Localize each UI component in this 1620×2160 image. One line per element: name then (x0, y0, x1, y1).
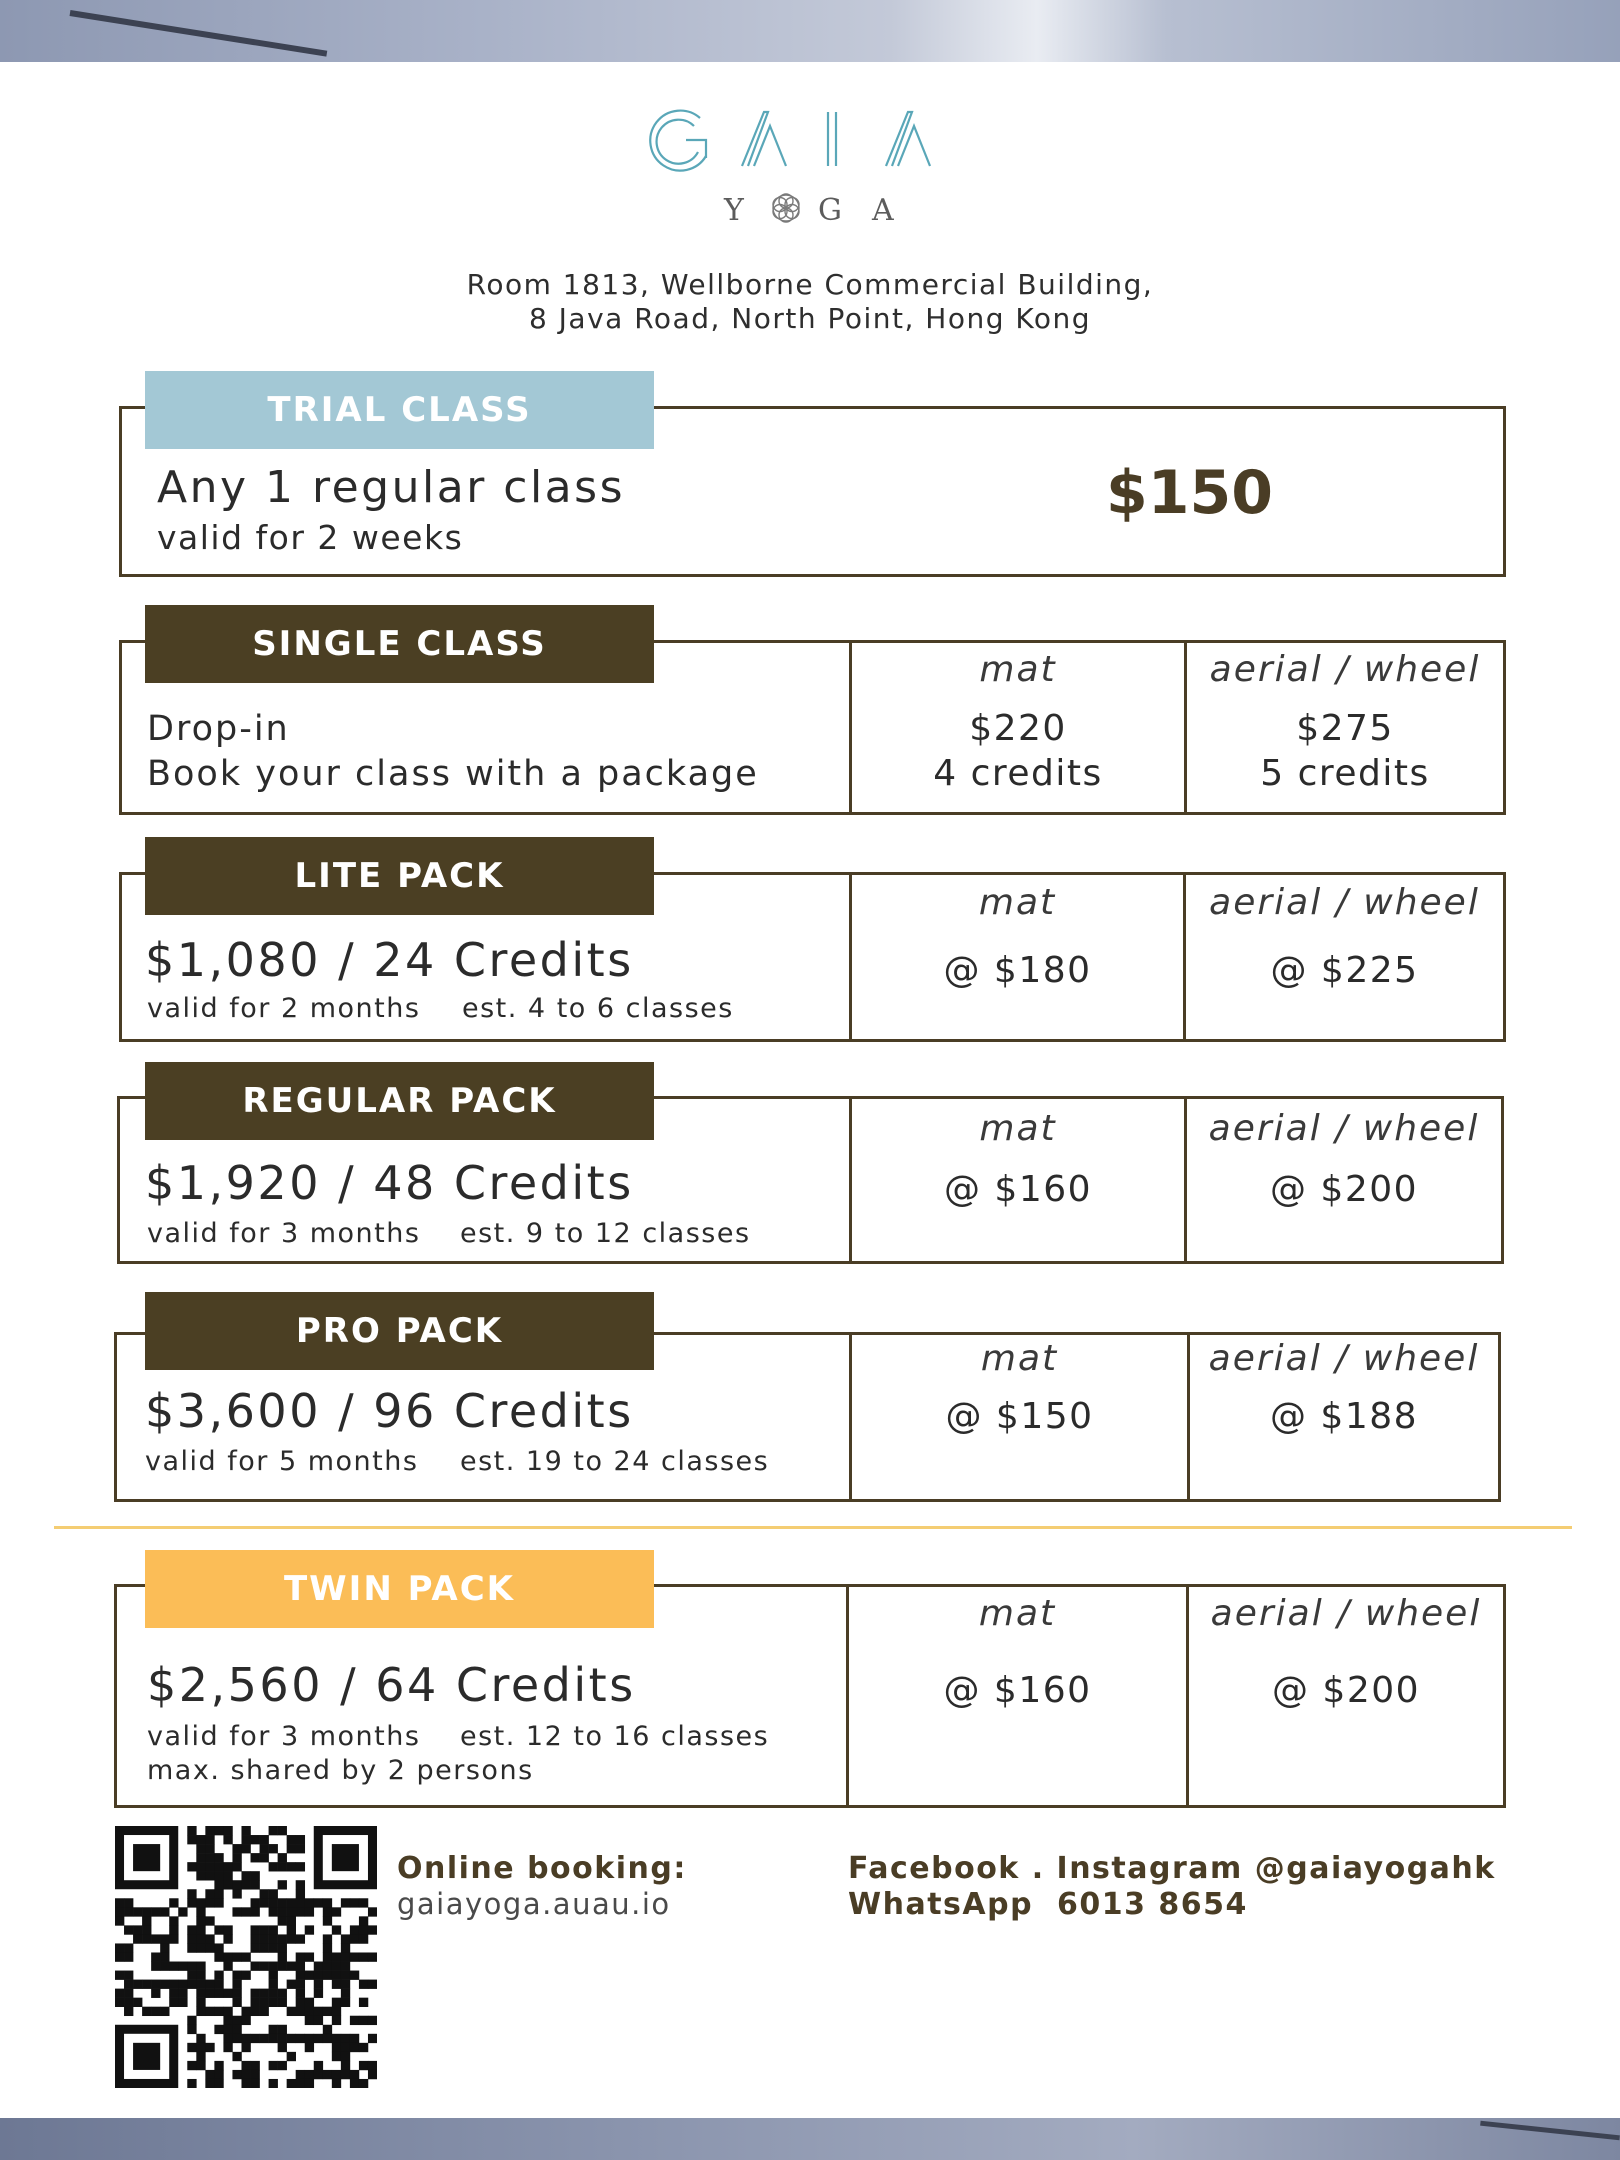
photo-streak (70, 10, 328, 57)
social-handles[interactable]: Facebook . Instagram @gaiayogahk (848, 1851, 1496, 1886)
gaia-yoga-logo (640, 100, 980, 230)
pro-aerial-header: aerial / wheel (1208, 1338, 1480, 1379)
lite-pack-title: LITE PACK (145, 837, 654, 915)
single-line-2: Book your class with a package (147, 754, 759, 794)
regular-mat-price: @ $160 (943, 1169, 1093, 1210)
pro-mat-header: mat (980, 1338, 1059, 1379)
pro-mat-price: @ $150 (945, 1396, 1094, 1437)
single-aerial-header: aerial / wheel (1209, 649, 1481, 690)
single-class-title: SINGLE CLASS (145, 605, 654, 683)
twin-headline: $2,560 / 64 Credits (147, 1658, 636, 1712)
pro-pack-title: PRO PACK (145, 1292, 654, 1370)
photo-streak-bottom (1480, 2121, 1620, 2141)
twin-estimate: est. 12 to 16 classes (460, 1721, 770, 1752)
svg-text:Y: Y (724, 193, 754, 228)
lite-validity: valid for 2 months (147, 993, 421, 1024)
regular-aerial-header: aerial / wheel (1208, 1108, 1480, 1149)
single-mat-credits: 4 credits (933, 753, 1103, 794)
footer-photo-strip (0, 2118, 1620, 2160)
trial-price: $150 (1106, 458, 1273, 528)
regular-estimate: est. 9 to 12 classes (460, 1218, 751, 1249)
pro-estimate: est. 19 to 24 classes (460, 1446, 770, 1477)
regular-headline: $1,920 / 48 Credits (145, 1156, 634, 1210)
twin-note: max. shared by 2 persons (147, 1755, 534, 1786)
pro-aerial-price: @ $188 (1269, 1396, 1419, 1437)
single-mat-price: $220 (969, 708, 1067, 749)
twin-mat-header: mat (978, 1593, 1057, 1634)
regular-validity: valid for 3 months (147, 1218, 421, 1249)
lite-mat-header: mat (978, 882, 1057, 923)
single-mat-header: mat (979, 649, 1057, 690)
single-line-1: Drop-in (147, 709, 290, 749)
section-divider (54, 1526, 1572, 1529)
svg-text:A: A (872, 193, 904, 228)
lite-aerial-header: aerial / wheel (1209, 882, 1480, 923)
twin-aerial-header: aerial / wheel (1210, 1593, 1482, 1634)
lite-headline: $1,080 / 24 Credits (145, 933, 634, 987)
regular-aerial-price: @ $200 (1269, 1169, 1419, 1210)
twin-aerial-price: @ $200 (1271, 1670, 1421, 1711)
lite-aerial-price: @ $225 (1270, 950, 1419, 991)
twin-validity: valid for 3 months (147, 1721, 421, 1752)
lite-mat-price: @ $180 (943, 950, 1092, 991)
studio-address (0, 268, 1620, 336)
booking-qr-code[interactable] (115, 1826, 377, 2088)
pro-headline: $3,600 / 96 Credits (145, 1384, 634, 1438)
single-aerial-credits: 5 credits (1260, 753, 1430, 794)
svg-text:G: G (818, 193, 852, 228)
regular-pack-title: REGULAR PACK (145, 1062, 654, 1140)
twin-mat-price: @ $160 (943, 1670, 1092, 1711)
pro-validity: valid for 5 months (145, 1446, 419, 1477)
trial-line-2: valid for 2 weeks (157, 518, 464, 557)
single-aerial-price: $275 (1296, 708, 1394, 749)
address-line-1: Room 1813, Wellborne Commercial Building, (466, 268, 1154, 301)
trial-class-title: TRIAL CLASS (145, 371, 654, 449)
online-booking-label: Online booking: (397, 1851, 687, 1886)
booking-url-link[interactable]: gaiayoga.auau.io (397, 1887, 671, 1921)
regular-mat-header: mat (979, 1108, 1057, 1149)
header-photo-strip (0, 0, 1620, 62)
trial-line-1: Any 1 regular class (157, 462, 625, 513)
twin-pack-title: TWIN PACK (145, 1550, 654, 1628)
whatsapp-number[interactable]: WhatsApp 6013 8654 (848, 1887, 1248, 1922)
address-line-2: 8 Java Road, North Point, Hong Kong (528, 302, 1092, 335)
lite-estimate: est. 4 to 6 classes (462, 993, 734, 1024)
